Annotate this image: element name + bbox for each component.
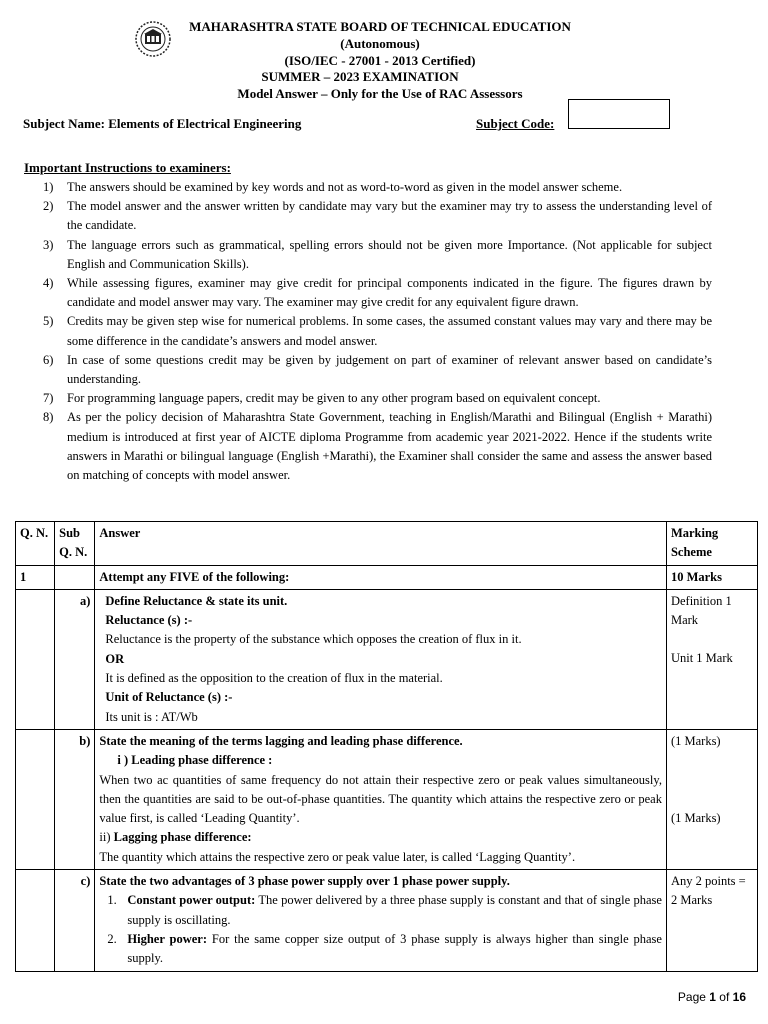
table-row-q1b — [16, 729, 758, 869]
table-row-q1 — [16, 565, 758, 589]
exam-title: SUMMER – 2023 EXAMINATION — [261, 69, 459, 84]
q1b-answer: State the meaning of the terms lagging and leading phase difference. i ) Leading phase difference : When two ac quantities of same frequency do not attain their respective zero or peak values simultaneously, then the quantities are said to be out-of-phase quantities. The quantity which attains the respective zero or peak value first, is called ‘Leading Quantity’. ii) Lagging phase difference: The quantity which attains the respective zero or peak value later, is called ‘Lagging Quantity’. — [95, 729, 667, 869]
header-sub-q-number: Sub Q. N. — [55, 522, 95, 566]
instructions-title: Important Instructions to examiners: — [24, 160, 231, 175]
board-title: MAHARASHTRA STATE BOARD OF TECHNICAL EDUCATION — [189, 19, 571, 34]
subject-code-box — [568, 99, 670, 129]
q1c-marks: Any 2 points = 2 Marks — [666, 870, 757, 971]
page-number: 1 — [709, 990, 716, 1004]
q1c-answer: State the two advantages of 3 phase power supply over 1 phase power supply. 1. Constant power output: The power delivered by a three phase supply is constant and that of single phase supply is oscillating. 2. Higher power: For the same copper size output of 3 phase supply is always higher than single phase supply. — [95, 870, 667, 971]
instruction-item: 3) The language errors such as grammatical, spelling errors should not be given more Importance. (Not applicable for subject English and Communication Skills). — [43, 237, 712, 271]
q1c-label: c) — [55, 870, 95, 971]
table-header-row — [16, 522, 758, 566]
list-item: 2. Higher power: For the same copper size output of 3 phase supply is always higher than single phase supply. — [107, 931, 662, 966]
instruction-item: 2) The model answer and the answer written by candidate may vary but the examiner may try to assess the understanding level of the candidate. — [43, 199, 712, 233]
header-answer: Answer — [95, 522, 667, 566]
page-total: 16 — [732, 990, 746, 1004]
instruction-item: 8) As per the policy decision of Maharashtra State Government, teaching in English/Marathi and Bilingual (English + Marathi) medium is introduced at first year of AICTE diploma Programme from academic year 2021-2022. Hence if the students write answers in Marathi or bilingual language (English +Marathi), the Examiner shall consider the same and assess the answer based on matching of concepts with model answer. — [43, 410, 712, 483]
q1-marks: 10 Marks — [666, 565, 757, 589]
q1-title: Attempt any FIVE of the following: — [95, 565, 667, 589]
answer-table — [15, 521, 758, 972]
q1b-marks: (1 Marks) (1 Marks) — [666, 729, 757, 869]
page-footer: Page 1 of 16 — [677, 990, 746, 1004]
header-marking-scheme: Marking Scheme — [666, 522, 757, 566]
model-answer-title: Model Answer – Only for the Use of RAC Assessors — [237, 86, 523, 101]
q1a-marks: Definition 1 Mark Unit 1 Mark — [666, 589, 757, 729]
q1b-label: b) — [55, 729, 95, 869]
subject-code-label: Subject Code: — [476, 116, 555, 131]
autonomous-label: (Autonomous) — [340, 36, 420, 51]
instruction-item: 7) For programming language papers, credit may be given to any other program based on equivalent concept. — [43, 391, 601, 406]
instruction-item: 6) In case of some questions credit may be given by judgement on part of examiner of relevant answer based on candidate’s understanding. — [43, 352, 712, 387]
q1a-label: a) — [55, 589, 95, 729]
list-item: 1. Constant power output: The power delivered by a three phase supply is constant and that of single phase supply is oscillating. — [107, 893, 662, 927]
instruction-item: 1) The answers should be examined by key words and not as word-to-word as given in the model answer scheme. — [43, 180, 623, 194]
instruction-item: 4) While assessing figures, examiner may give credit for principal components indicated in the figure. The figures drawn by candidate and model answer may vary. The examiner may give credit for any equivalent figure drawn. — [43, 276, 712, 310]
instruction-item: 5) Credits may be given step wise for numerical problems. In some cases, the assumed constant values may vary and there may be some difference in the candidate’s answers and model answer. — [43, 314, 712, 348]
q1a-answer: Define Reluctance & state its unit. Reluctance (s) :- Reluctance is the property of the substance which opposes the creation of flux in it. OR It is defined as the opposition to the creation of flux in the material. Unit of Reluctance (s) :- Its unit is : AT/Wb — [95, 589, 667, 729]
table-row-q1c — [16, 870, 758, 971]
table-row-q1a — [16, 589, 758, 729]
instructions-list — [24, 178, 712, 485]
certification-label: (ISO/IEC - 27001 - 2013 Certified) — [284, 53, 476, 68]
header-q-number: Q. N. — [16, 522, 55, 566]
q1-number: 1 — [16, 565, 55, 589]
q1-sub-empty — [55, 565, 95, 589]
subject-name: Subject Name: Elements of Electrical Engineering — [23, 116, 302, 131]
